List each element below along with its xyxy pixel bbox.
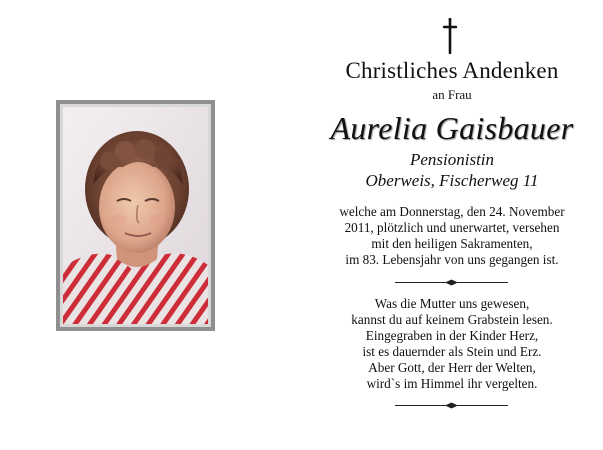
portrait-photo [63,107,208,324]
deceased-occupation: Pensionistin [409,150,495,169]
poem-line: Aber Gott, der Herr der Welten, [368,360,536,375]
message-line: 2011, plötzlich und unerwartet, versehen [344,220,560,235]
message-line: mit den heiligen Sakramenten, [371,236,533,251]
message-line: im 83. Lebensjahr von uns gegangen ist. [345,252,559,267]
memorial-message [322,204,582,268]
memorial-heading: Christliches Andenken [345,58,559,83]
ornament-divider-icon [395,279,508,286]
cross-icon [442,18,458,54]
poem-line: ist es dauernder als Stein und Erz. [362,344,542,359]
ornament-divider-icon [395,402,508,409]
memorial-poem [322,296,582,392]
poem-line: kannst du auf keinem Grabstein lesen. [351,312,553,327]
portrait-photo-frame [56,100,215,331]
message-line: welche am Donnerstag, den 24. November [339,204,565,219]
poem-line: Eingegraben in der Kinder Herz, [365,328,539,343]
poem-line: wird`s im Himmel ihr vergelten. [366,376,538,391]
deceased-address: Oberweis, Fischerweg 11 [365,171,539,190]
memorial-subheading: an Frau [432,87,472,102]
photo-mat [60,104,211,327]
deceased-name: Aurelia Gaisbauer [330,110,574,146]
poem-line: Was die Mutter uns gewesen, [374,296,530,311]
